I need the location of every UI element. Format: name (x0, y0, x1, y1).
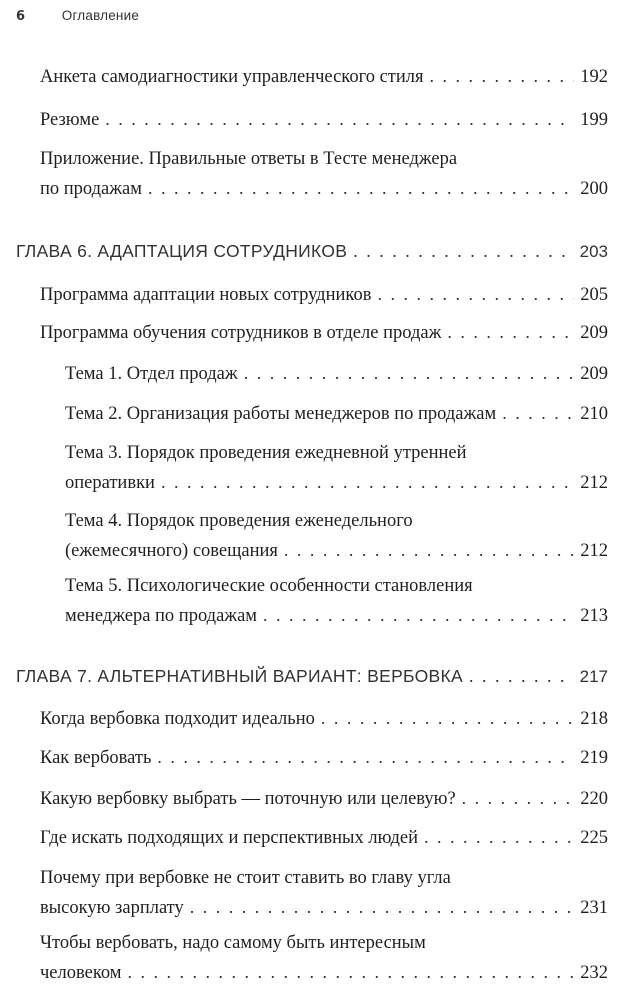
toc-page-number: 200 (580, 179, 608, 199)
toc-subentry (65, 572, 608, 631)
page-number: 6 (16, 9, 26, 24)
toc-entry (40, 145, 608, 204)
dot-leader (263, 601, 574, 630)
dot-leader (157, 743, 574, 772)
dot-leader (430, 62, 575, 91)
toc-entry-title-line-2: по продажам (40, 179, 142, 199)
chapter-heading (16, 237, 608, 266)
toc-page-number: 212 (580, 541, 608, 561)
toc-subentry-title-line-1: Тема 4. Порядок проведения еженедельного (65, 511, 413, 531)
toc-page-number: 209 (580, 364, 608, 384)
chapter-title: ГЛАВА 7. АЛЬТЕРНАТИВНЫЙ ВАРИАНТ: ВЕРБОВКА (16, 666, 463, 686)
dot-leader (284, 536, 574, 565)
toc-entry (40, 743, 608, 773)
dot-leader (377, 280, 574, 309)
dot-leader (502, 399, 574, 428)
toc-entry-title: Резюме (40, 110, 100, 130)
dot-leader (447, 318, 574, 347)
toc-page-number: 192 (580, 67, 608, 87)
toc-entry (40, 929, 608, 988)
toc-page-number: 205 (580, 285, 608, 305)
toc-entry (40, 864, 608, 923)
toc-page-number: 213 (580, 606, 608, 626)
dot-leader (148, 174, 574, 203)
toc-page-number: 209 (580, 323, 608, 343)
dot-leader (128, 958, 575, 987)
dot-leader (244, 359, 575, 388)
toc-page-number: 231 (580, 898, 608, 918)
toc-subentry-title-line-1: Тема 5. Психологические особенности становления (65, 576, 473, 596)
toc-entry-title: Программа обучения сотрудников в отделе продаж (40, 323, 442, 343)
toc-entry (40, 784, 608, 814)
toc-page-number: 218 (580, 709, 608, 729)
toc-subentry (65, 399, 608, 429)
toc-entry (40, 62, 608, 92)
toc-page-number: 225 (580, 828, 608, 848)
toc-entry-title: Какую вербовку выбрать — поточную или целевую? (40, 789, 456, 809)
toc-entry (40, 318, 608, 348)
toc-entry-title-line-1: Чтобы вербовать, надо самому быть интересным (40, 933, 426, 953)
toc-subentry-title-line-1: Тема 3. Порядок проведения ежедневной утренней (65, 443, 467, 463)
chapter-title: ГЛАВА 6. АДАПТАЦИЯ СОТРУДНИКОВ (16, 241, 348, 261)
dot-leader (190, 893, 574, 922)
toc-entry (40, 823, 608, 853)
toc-subentry-title: Тема 1. Отдел продаж (65, 364, 238, 384)
toc-entry-title: Где искать подходящих и перспективных людей (40, 828, 419, 848)
toc-page-number: 199 (580, 110, 608, 130)
dot-leader (462, 784, 575, 813)
chapter-page-number: 203 (579, 242, 608, 261)
toc-entry-title-line-2: человеком (40, 963, 122, 983)
toc-entry-title-line-1: Почему при вербовке не стоит ставить во главу угла (40, 868, 451, 888)
toc-subentry-title: Тема 2. Организация работы менеджеров по продажам (65, 404, 497, 424)
dot-leader (105, 105, 574, 134)
dot-leader (161, 468, 574, 497)
toc-page-number: 220 (580, 789, 608, 809)
dot-leader (424, 823, 574, 852)
toc-entry-title: Анкета самодиагностики управленческого стиля (40, 67, 424, 87)
running-head-title: Оглавление (61, 8, 140, 23)
toc-entry-title-line-2: высокую зарплату (40, 898, 184, 918)
toc-entry-title: Программа адаптации новых сотрудников (40, 285, 372, 305)
toc-entry-title: Когда вербовка подходит идеально (40, 709, 315, 729)
running-head (16, 8, 604, 28)
toc-subentry (65, 359, 608, 389)
toc-entry-title-line-1: Приложение. Правильные ответы в Тесте менеджера (40, 149, 458, 169)
toc-entry (40, 280, 608, 310)
dot-leader (353, 237, 573, 266)
toc-entry (40, 105, 608, 135)
dot-leader (321, 704, 574, 733)
toc-subentry-title-line-2: менеджера по продажам (65, 606, 258, 626)
toc-subentry-title-line-2: (ежемесячного) совещания (65, 541, 278, 561)
chapter-heading (16, 662, 608, 691)
toc-entry-title: Как вербовать (40, 748, 152, 768)
toc-page-number: 219 (580, 748, 608, 768)
dot-leader (469, 662, 574, 691)
toc-subentry-title-line-2: оперативки (65, 473, 155, 493)
toc-page-number: 210 (580, 404, 608, 424)
toc-entry (40, 704, 608, 734)
toc-page-number: 212 (580, 473, 608, 493)
toc-page-number: 232 (580, 963, 608, 983)
toc-subentry (65, 439, 608, 498)
toc-subentry (65, 507, 608, 566)
chapter-page-number: 217 (579, 667, 608, 686)
